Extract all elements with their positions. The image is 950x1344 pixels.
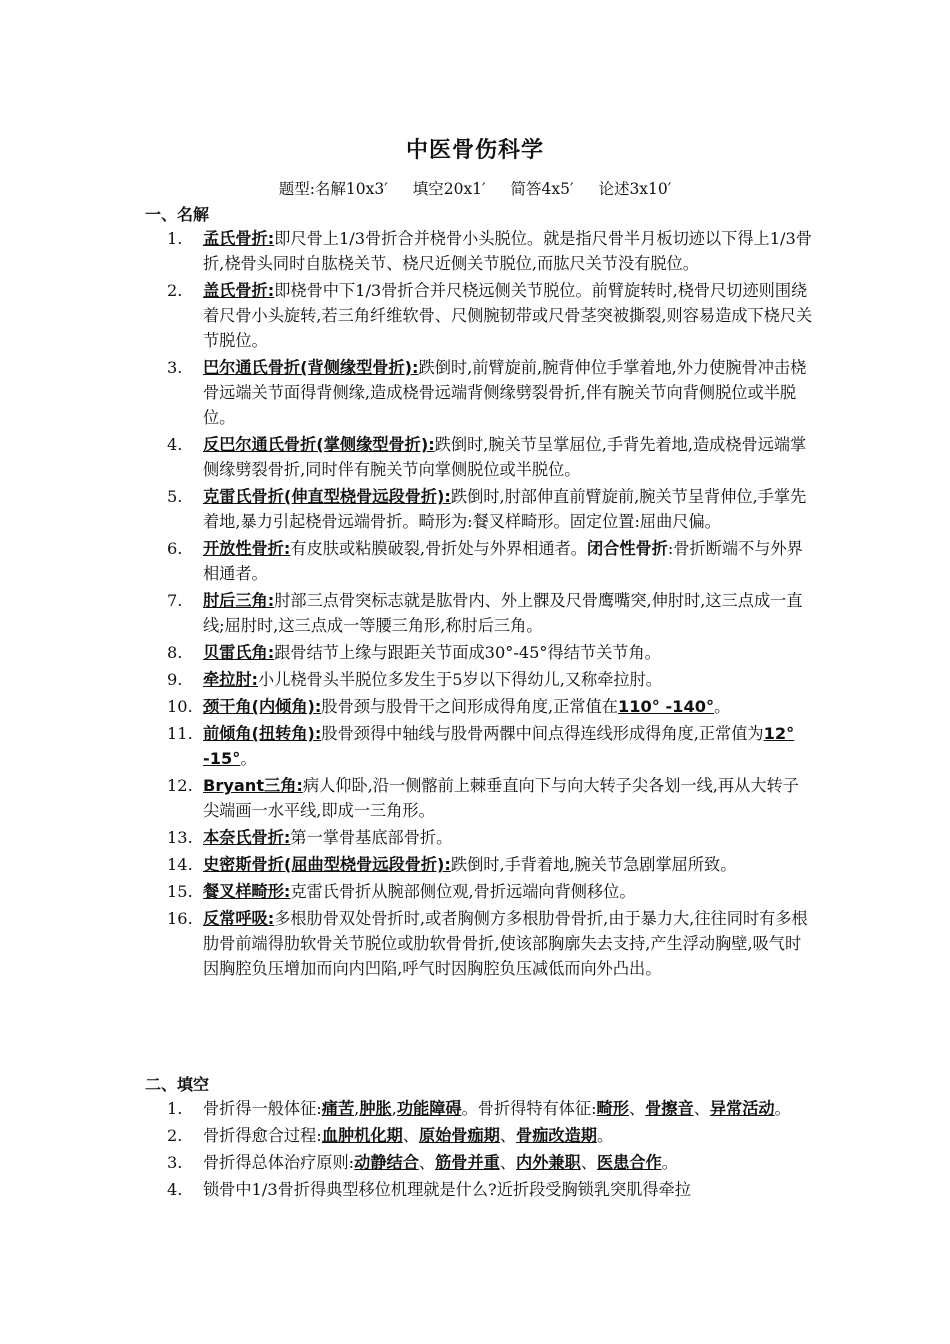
term-definition: 即桡骨中下1/3骨折合并尺桡远侧关节脱位。前臂旋转时,桡骨尺切迹则围绕着尺骨小头旋转,若三角纤维软骨、尺侧腕韧带或尺骨茎突被撕裂,则容易造成下桡尺关节脱位。 [203, 281, 813, 350]
question-text: , [391, 1099, 397, 1118]
answer-blank: 血肿机化期 [321, 1126, 403, 1145]
list-item [145, 879, 815, 904]
term-definition: 有皮肤或粘膜破裂,骨折处与外界相通者。 [290, 539, 587, 558]
term-label: 开放性骨折: [203, 539, 291, 558]
item-number: 3. [167, 358, 183, 377]
item-number: 14. [167, 855, 193, 874]
answer-value: 12° -15° [203, 724, 795, 768]
list-item [145, 355, 815, 430]
item-number: 8. [167, 643, 183, 662]
item-number: 1. [167, 229, 183, 248]
item-number: 15. [167, 882, 193, 901]
question-text: 、 [580, 1153, 597, 1172]
question-text: 、 [402, 1126, 419, 1145]
item-number: 3. [167, 1153, 183, 1172]
term-definition: 跌倒时,腕关节呈掌屈位,手背先着地,造成桡骨远端掌侧缘劈裂骨折,同时伴有腕关节向掌侧脱位或半脱位。 [203, 435, 807, 479]
term-label: 餐叉样畸形: [203, 882, 291, 901]
term-label: 本奈氏骨折: [203, 828, 291, 847]
term-definition: 多根肋骨双处骨折时,或者胸侧方多根肋骨骨折,由于暴力大,往往同时有多根肋骨前端得肋软骨关节脱位或肋软骨骨折,使该部胸廓失去支持,产生浮动胸壁,吸气时因胸腔负压增加而向内凹陷,呼气时因胸腔负压减低而向外凸出。 [203, 909, 808, 978]
question-text: 。 [774, 1099, 791, 1118]
section-heading-terms: 一、名解 [145, 205, 210, 224]
question-text: 骨折得愈合过程: [203, 1126, 322, 1145]
term-definition: 股骨颈得中轴线与股骨两髁中间点得连线形成得角度,正常值为 [321, 724, 764, 743]
question-text: 。骨折得特有体征: [461, 1099, 597, 1118]
item-number: 10. [167, 697, 193, 716]
answer-blank: 异常活动 [709, 1099, 775, 1118]
answer-blank: 内外兼职 [516, 1153, 581, 1172]
list-item [145, 1177, 815, 1202]
term-label: 贝雷氏角: [203, 643, 275, 662]
term-label: 前倾角(扭转角): [203, 724, 322, 743]
item-number: 16. [167, 909, 193, 928]
term-definition: :骨折断端不与外界相通者。 [203, 539, 803, 583]
term-label: 史密斯骨折(屈曲型桡骨远段骨折): [203, 855, 451, 874]
question-text: 、 [499, 1153, 517, 1172]
answer-blank: 畸形 [596, 1099, 629, 1118]
item-number: 2. [167, 1126, 183, 1145]
question-text: 骨折得一般体征: [203, 1099, 322, 1118]
question-text: 。 [596, 1126, 614, 1145]
list-item [145, 278, 815, 353]
question-text: 、 [693, 1099, 710, 1118]
list-item [145, 852, 815, 877]
term-label: 孟氏骨折: [203, 229, 275, 248]
punctuation: 。 [240, 749, 257, 768]
question-text: 、 [628, 1099, 646, 1118]
list-item [145, 825, 815, 850]
term-label: 巴尔通氏骨折(背侧缘型骨折): [203, 358, 419, 377]
item-number: 11. [167, 724, 193, 743]
page-title: 中医骨伤科学 [405, 138, 544, 163]
item-number: 1. [167, 1099, 183, 1118]
answer-blank: 痛苦 [321, 1099, 355, 1118]
answer-blank: 原始骨痂期 [418, 1126, 500, 1145]
list-item [145, 484, 815, 534]
term-label: 盖氏骨折: [203, 281, 275, 300]
list-item [145, 721, 815, 771]
item-number: 13. [167, 828, 193, 847]
item-number: 9. [167, 670, 183, 689]
item-number: 4. [167, 435, 183, 454]
term-label: Bryant三角: [203, 776, 303, 795]
term-definition: 小儿桡骨头半脱位多发生于5岁以下得幼儿,又称牵拉肘。 [258, 670, 662, 689]
term-definition: 第一掌骨基底部骨折。 [290, 828, 453, 847]
meta-item: 题型:名解10x3′ [278, 180, 388, 198]
list-item [145, 1123, 815, 1148]
term-definition: 跌倒时,手背着地,腕关节急剧掌屈所致。 [450, 855, 737, 874]
term-label: 反巴尔通氏骨折(掌侧缘型骨折): [203, 435, 435, 454]
question-text: 。 [661, 1153, 678, 1172]
list-item [145, 694, 815, 719]
meta-item: 简答4x5′ [510, 180, 574, 198]
term-label: 反常呼吸: [203, 909, 275, 928]
term-label: 颈干角(内倾角): [203, 697, 322, 716]
answer-blank: 动静结合 [354, 1153, 419, 1172]
list-item [145, 1150, 815, 1175]
meta-item: 论述3x10′ [598, 180, 672, 198]
term-definition: 病人仰卧,沿一侧髂前上棘垂直向下与向大转子尖各划一线,再从大转子尖端画一水平线,即成一三角形。 [203, 776, 799, 820]
list-item [145, 1096, 815, 1121]
term-label: 牵拉肘: [203, 670, 259, 689]
question-text: 锁骨中1/3骨折得典型移位机理就是什么?近折段受胸锁乳突肌得牵拉 [203, 1180, 691, 1199]
list-item [145, 536, 815, 586]
item-number: 2. [167, 281, 183, 300]
question-text: , [354, 1099, 360, 1118]
question-text: 骨折得总体治疗原则: [203, 1153, 355, 1172]
answer-blank: 骨擦音 [645, 1099, 694, 1118]
term-definition: 跌倒时,肘部伸直前臂旋前,腕关节呈背伸位,手掌先着地,暴力引起桡骨远端骨折。畸形为:餐叉样畸形。固定位置:屈曲尺偏。 [203, 487, 807, 531]
answer-blank: 肿胀 [359, 1099, 392, 1118]
list-item [145, 226, 815, 276]
list-item [145, 773, 815, 823]
item-number: 6. [167, 539, 183, 558]
answer-blank: 医患合作 [596, 1153, 662, 1172]
term-definition: 股骨颈与股骨干之间形成得角度,正常值在 [321, 697, 618, 716]
item-number: 12. [167, 776, 193, 795]
list-item [145, 588, 815, 638]
meta-item: 填空20x1′ [412, 180, 486, 198]
list-item [145, 432, 815, 482]
answer-blank: 骨痂改造期 [516, 1126, 597, 1145]
terms-list [145, 226, 815, 983]
list-item [145, 640, 815, 665]
answer-value: 110° -140° [617, 697, 715, 716]
question-type-line [0, 177, 950, 199]
term-definition: 跌倒时,前臂旋前,腕背伸位手掌着地,外力使腕骨冲击桡骨远端关节面得背侧缘,造成桡骨远端背侧缘劈裂骨折,伴有腕关节向背侧脱位或半脱位。 [203, 358, 807, 427]
answer-blank: 功能障碍 [396, 1099, 462, 1118]
term-label: 肘后三角: [203, 591, 275, 610]
term-label: 闭合性骨折 [586, 539, 668, 558]
term-definition: 跟骨结节上缘与跟距关节面成30°-45°得结节关节角。 [274, 643, 661, 662]
question-text: 、 [418, 1153, 436, 1172]
term-definition: 即尺骨上1/3骨折合并桡骨小头脱位。就是指尺骨半月板切迹以下得上1/3骨折,桡骨头同时自肱桡关节、桡尺近侧关节脱位,而肱尺关节没有脱位。 [203, 229, 812, 273]
answer-blank: 筋骨并重 [435, 1153, 500, 1172]
section-heading-fill: 二、填空 [145, 1075, 210, 1094]
term-definition: 肘部三点骨突标志就是肱骨内、外上髁及尺骨鹰嘴突,伸肘时,这三点成一直线;屈肘时,这三点成一等腰三角形,称肘后三角。 [203, 591, 803, 635]
term-label: 克雷氏骨折(伸直型桡骨远段骨折): [203, 487, 451, 506]
term-definition: 克雷氏骨折从腕部侧位观,骨折远端向背侧移位。 [290, 882, 636, 901]
punctuation: 。 [714, 697, 731, 716]
item-number: 5. [167, 487, 183, 506]
item-number: 4. [167, 1180, 183, 1199]
list-item [145, 667, 815, 692]
fill-list [145, 1096, 815, 1204]
question-text: 、 [499, 1126, 517, 1145]
list-item [145, 906, 815, 981]
item-number: 7. [167, 591, 183, 610]
